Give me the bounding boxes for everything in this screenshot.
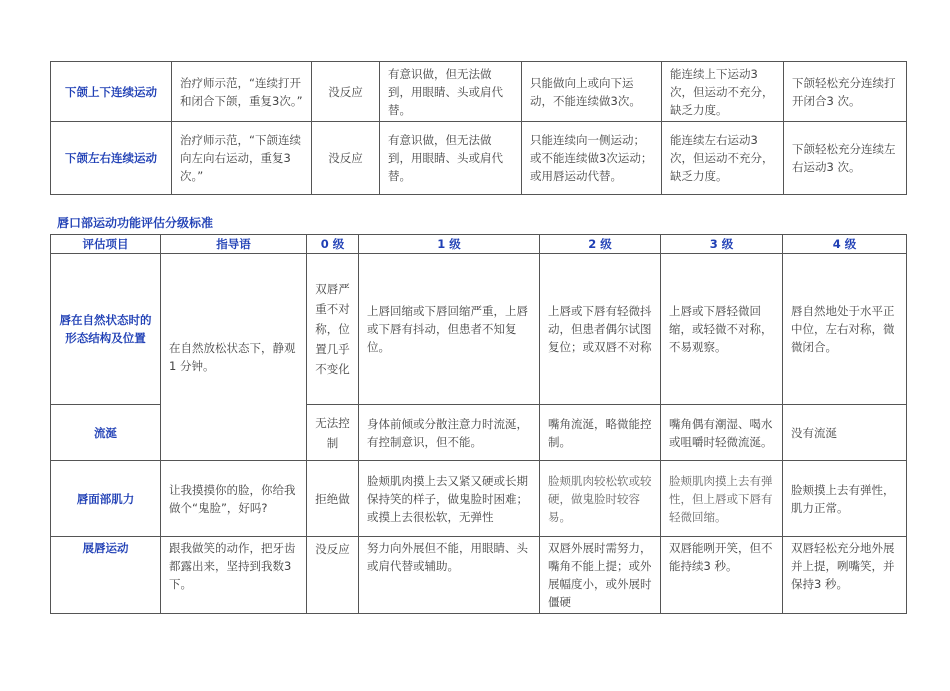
table-row: [51, 254, 907, 405]
level-2: 上唇或下唇有轻微抖动，但患者偶尔试图复位；或双唇不对称: [540, 254, 661, 405]
assessment-item: 唇在自然状态时的形态结构及位置: [51, 254, 161, 405]
level-1: 努力向外展但不能，用眼睛、头或肩代替或辅助。: [359, 537, 540, 614]
level-4: 脸颊摸上去有弹性，肌力正常。: [783, 461, 907, 537]
level-0: 没反应: [312, 62, 380, 122]
level-0: 没反应: [312, 122, 380, 195]
shared-guide-text: 在自然放松状态下，静观1 分钟。: [161, 254, 307, 461]
assessment-item: 下颌上下连续运动: [51, 62, 172, 122]
level-1: 有意识做，但无法做到，用眼睛、头或肩代替。: [380, 62, 522, 122]
level-4: 下颌轻松充分连续左右运动3 次。: [784, 122, 907, 195]
header-item: 评估项目: [51, 235, 161, 254]
header-level-3: 3 级: [661, 235, 783, 254]
lip-assessment-table: [50, 234, 907, 614]
level-3: 脸颊肌肉摸上去有弹性，但上唇或下唇有轻微回缩。: [661, 461, 783, 537]
level-2: 只能做向上或向下运动，不能连续做3次。: [522, 62, 662, 122]
assessment-item: 唇面部肌力: [51, 461, 161, 537]
guide-text: 让我摸摸你的脸，你给我做个“鬼脸”，好吗?: [161, 461, 307, 537]
header-guide: 指导语: [161, 235, 307, 254]
level-0: 拒绝做: [307, 461, 359, 537]
level-3: 能连续上下运动3次，但运动不充分，缺乏力度。: [662, 62, 784, 122]
level-1: 有意识做，但无法做到，用眼睛、头或肩代替。: [380, 122, 522, 195]
table-row: [51, 122, 907, 195]
level-1: 脸颊肌肉摸上去又紧又硬或长期保持笑的样子，做鬼脸时困难；或摸上去很松软，无弹性: [359, 461, 540, 537]
level-0: 双唇严重不对称，位置几乎不变化: [307, 254, 359, 405]
jaw-assessment-table: [50, 61, 907, 195]
header-level-4: 4 级: [783, 235, 907, 254]
level-0: 无法控制: [307, 405, 359, 461]
level-4: 没有流涎: [783, 405, 907, 461]
level-3: 双唇能咧开笑，但不能持续3 秒。: [661, 537, 783, 614]
level-3: 能连续左右运动3次，但运动不充分，缺乏力度。: [662, 122, 784, 195]
header-level-0: 0 级: [307, 235, 359, 254]
assessment-item: 流涎: [51, 405, 161, 461]
level-1: 身体前倾或分散注意力时流涎，有控制意识，但不能。: [359, 405, 540, 461]
table-header-row: [51, 235, 907, 254]
table-row: [51, 461, 907, 537]
table-row: [51, 62, 907, 122]
level-3: 嘴角偶有潮湿、喝水或咀嚼时轻微流涎。: [661, 405, 783, 461]
guide-text: 治疗师示范，“下颌连续向左向右运动，重复3 次。”: [172, 122, 312, 195]
level-2: 只能连续向一侧运动；或不能连续做3次运动；或用唇运动代替。: [522, 122, 662, 195]
guide-text: 治疗师示范，“连续打开和闭合下颌，重复3次。”: [172, 62, 312, 122]
level-3: 上唇或下唇轻微回缩，或轻微不对称，不易观察。: [661, 254, 783, 405]
section-title: 唇口部运动功能评估分级标准: [57, 216, 214, 230]
level-2: 双唇外展时需努力，嘴角不能上提；或外展幅度小，或外展时僵硬: [540, 537, 661, 614]
guide-text: 跟我做笑的动作，把牙齿都露出来，坚持到我数3 下。: [161, 537, 307, 614]
assessment-item: 展唇运动: [51, 537, 161, 614]
level-4: 唇自然地处于水平正中位，左右对称，微微闭合。: [783, 254, 907, 405]
level-1: 上唇回缩或下唇回缩严重，上唇或下唇有抖动，但患者不知复位。: [359, 254, 540, 405]
level-2: 脸颊肌肉较松软或较硬，做鬼脸时较容易。: [540, 461, 661, 537]
level-0: 没反应: [307, 537, 359, 614]
level-2: 嘴角流涎，略微能控制。: [540, 405, 661, 461]
table-row: [51, 537, 907, 614]
header-level-2: 2 级: [540, 235, 661, 254]
level-4: 下颌轻松充分连续打开闭合3 次。: [784, 62, 907, 122]
assessment-item: 下颌左右连续运动: [51, 122, 172, 195]
header-level-1: 1 级: [359, 235, 540, 254]
level-4: 双唇轻松充分地外展并上提，咧嘴笑，并保持3 秒。: [783, 537, 907, 614]
